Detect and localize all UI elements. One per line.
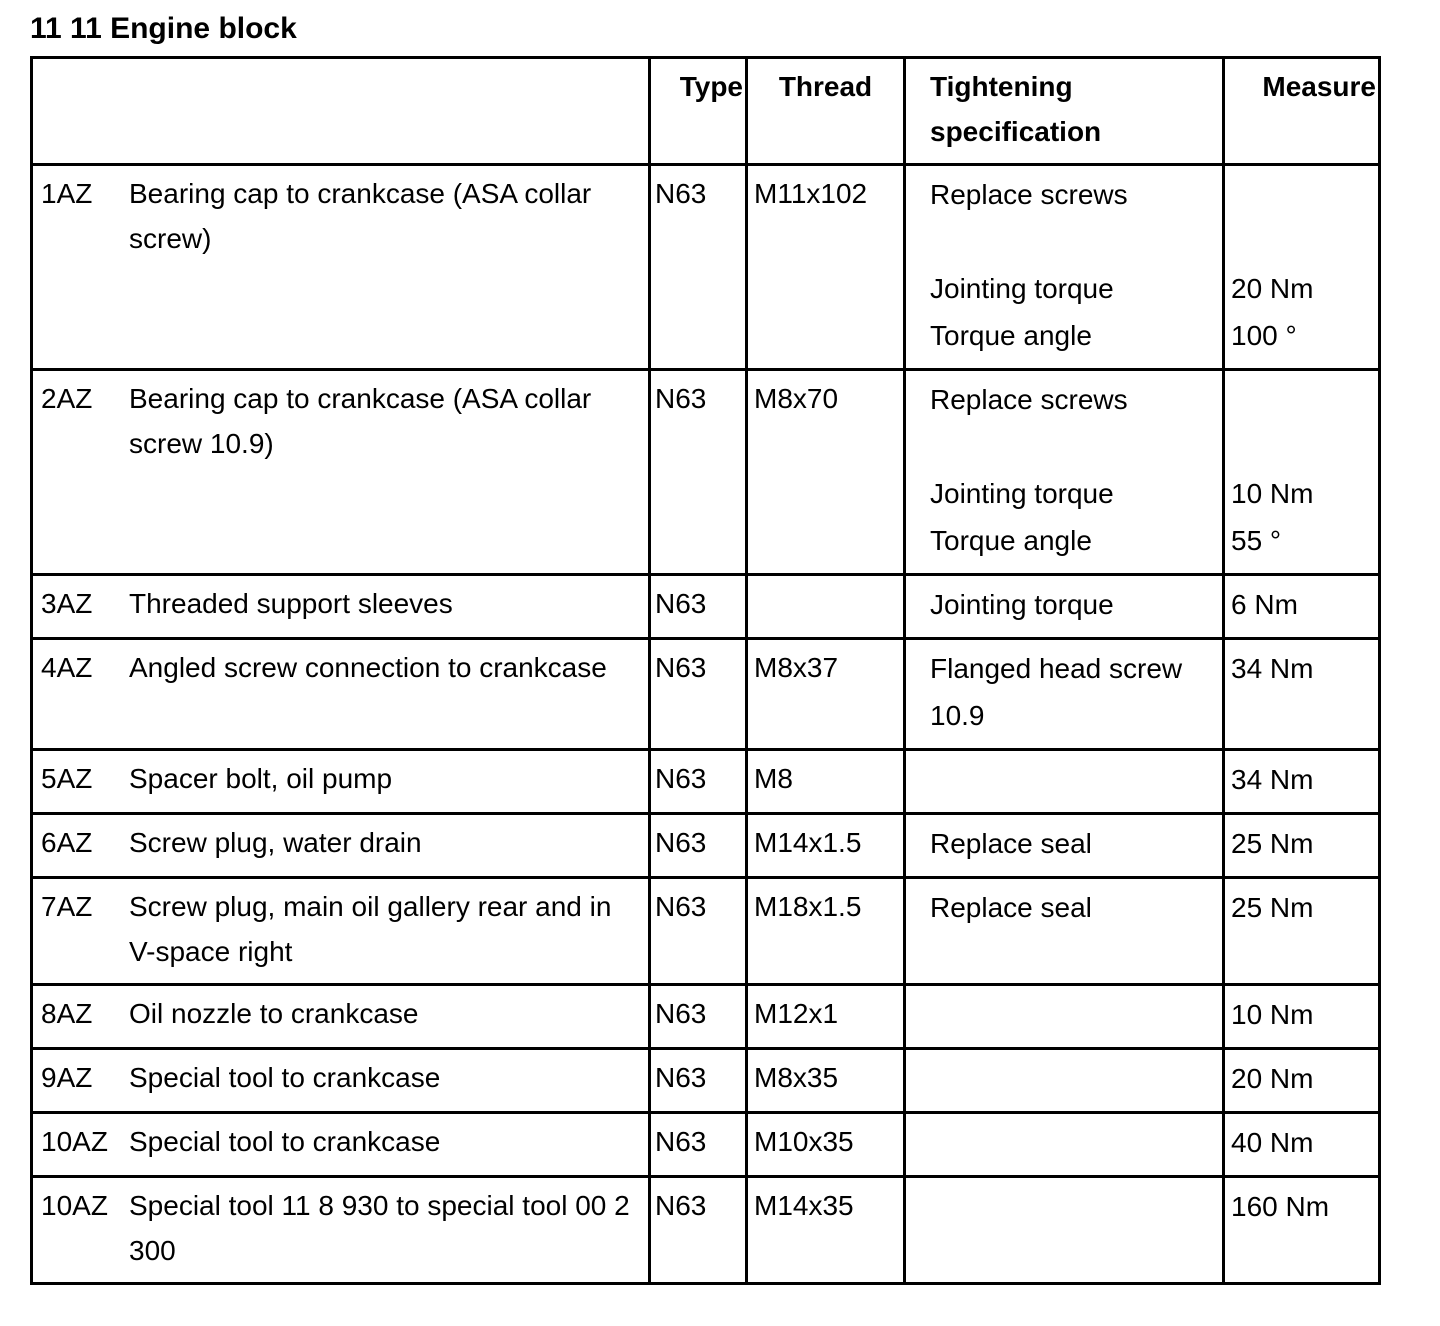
- cell-tightening-specification: [905, 575, 1224, 639]
- cell-type-text: N63: [655, 178, 707, 209]
- row-description: Special tool to crankcase: [129, 1126, 441, 1157]
- row-id: 8AZ: [41, 998, 93, 1029]
- cell-description: [32, 575, 650, 639]
- cell-measure: [1224, 639, 1380, 750]
- spec-line: [930, 1119, 1218, 1166]
- spec-line: [930, 1183, 1218, 1230]
- table-body: [32, 165, 1380, 1284]
- spec-line: Replace seal: [930, 828, 1092, 859]
- cell-description: [32, 1113, 650, 1177]
- measure-line: 160 Nm: [1231, 1191, 1330, 1222]
- cell-thread-text: M10x35: [754, 1126, 854, 1157]
- row-id: 1AZ: [41, 178, 93, 209]
- measure-line: 10 Nm: [1231, 999, 1314, 1030]
- cell-thread: [747, 1113, 905, 1177]
- cell-description: [32, 165, 650, 370]
- cell-type: [650, 639, 747, 750]
- table-row: [32, 639, 1380, 750]
- cell-type-text: N63: [655, 588, 707, 619]
- row-description: Special tool to crankcase: [129, 1062, 441, 1093]
- measure-line: [1231, 218, 1374, 265]
- row-description: Oil nozzle to crankcase: [129, 998, 419, 1029]
- row-description: Bearing cap to crankcase (ASA collar screw 10.9): [129, 383, 592, 459]
- cell-measure: [1224, 878, 1380, 985]
- cell-measure: [1224, 165, 1380, 370]
- spec-line: Torque angle: [930, 525, 1092, 556]
- page-title: 11 11 Engine block: [30, 12, 297, 45]
- cell-measure: [1224, 1177, 1380, 1284]
- row-description: Angled screw connection to crankcase: [129, 652, 607, 683]
- table-row: [32, 878, 1380, 985]
- cell-measure: [1224, 575, 1380, 639]
- cell-type-text: N63: [655, 383, 707, 414]
- cell-measure: [1224, 750, 1380, 814]
- cell-type-text: N63: [655, 891, 707, 922]
- row-description: Bearing cap to crankcase (ASA collar screw): [129, 178, 592, 254]
- cell-description: [32, 639, 650, 750]
- table-row: [32, 1113, 1380, 1177]
- spec-line: [930, 218, 1218, 265]
- cell-type-text: N63: [655, 998, 707, 1029]
- row-id: 7AZ: [41, 891, 93, 922]
- cell-type: [650, 878, 747, 985]
- spec-line: [930, 423, 1218, 470]
- cell-thread: [747, 814, 905, 878]
- cell-description: [32, 985, 650, 1049]
- table-row: [32, 370, 1380, 575]
- cell-tightening-specification: [905, 1049, 1224, 1113]
- table-row: [32, 165, 1380, 370]
- row-description: Special tool 11 8 930 to special tool 00 2 300: [129, 1190, 630, 1266]
- cell-type: [650, 985, 747, 1049]
- cell-tightening-specification: [905, 985, 1224, 1049]
- row-id: 3AZ: [41, 588, 93, 619]
- cell-tightening-specification: [905, 639, 1224, 750]
- cell-measure: [1224, 985, 1380, 1049]
- cell-thread-text: M8: [754, 763, 793, 794]
- cell-description: [32, 878, 650, 985]
- cell-tightening-specification: [905, 750, 1224, 814]
- row-description: Screw plug, main oil gallery rear and in V-space right: [129, 891, 612, 967]
- spec-line: Jointing torque: [930, 589, 1114, 620]
- cell-type: [650, 165, 747, 370]
- table-row: [32, 1049, 1380, 1113]
- cell-type-text: N63: [655, 1190, 707, 1221]
- measure-line: 6 Nm: [1231, 589, 1298, 620]
- cell-tightening-specification: [905, 878, 1224, 985]
- cell-tightening-specification: [905, 165, 1224, 370]
- cell-description: [32, 370, 650, 575]
- cell-thread: [747, 878, 905, 985]
- row-description: Threaded support sleeves: [129, 588, 453, 619]
- cell-type: [650, 370, 747, 575]
- cell-thread: [747, 1177, 905, 1284]
- cell-tightening-specification: [905, 370, 1224, 575]
- measure-line: 34 Nm: [1231, 653, 1314, 684]
- cell-type-text: N63: [655, 827, 707, 858]
- row-id: 6AZ: [41, 827, 93, 858]
- row-id: 10AZ: [41, 1190, 108, 1221]
- measure-line: 20 Nm: [1231, 1063, 1314, 1094]
- cell-type-text: N63: [655, 1062, 707, 1093]
- cell-thread-text: M18x1.5: [754, 891, 862, 922]
- table-row: [32, 985, 1380, 1049]
- header-type: Type: [650, 58, 747, 165]
- cell-type: [650, 814, 747, 878]
- cell-type: [650, 1113, 747, 1177]
- measure-line: [1231, 376, 1374, 423]
- cell-description: [32, 1177, 650, 1284]
- measure-line: 20 Nm: [1231, 273, 1314, 304]
- measure-line: 55 °: [1231, 525, 1282, 556]
- cell-thread-text: M14x1.5: [754, 827, 862, 858]
- cell-thread-text: M11x102: [754, 178, 868, 209]
- measure-line: [1231, 171, 1374, 218]
- header-description: [32, 58, 650, 165]
- table-row: [32, 575, 1380, 639]
- cell-measure: [1224, 1113, 1380, 1177]
- measure-line: 34 Nm: [1231, 764, 1314, 795]
- cell-thread-text: M8x35: [754, 1062, 839, 1093]
- engine-block-table: [30, 56, 1381, 1285]
- cell-thread: [747, 370, 905, 575]
- measure-line: 25 Nm: [1231, 828, 1314, 859]
- row-id: 10AZ: [41, 1126, 108, 1157]
- row-description: Spacer bolt, oil pump: [129, 763, 393, 794]
- table-row: [32, 814, 1380, 878]
- cell-measure: [1224, 370, 1380, 575]
- spec-line: Jointing torque: [930, 273, 1114, 304]
- cell-type-text: N63: [655, 1126, 707, 1157]
- cell-type: [650, 1049, 747, 1113]
- cell-tightening-specification: [905, 814, 1224, 878]
- spec-line: [930, 991, 1218, 1038]
- measure-line: 40 Nm: [1231, 1127, 1314, 1158]
- row-id: 9AZ: [41, 1062, 93, 1093]
- measure-line: 10 Nm: [1231, 478, 1314, 509]
- cell-thread-text: M8x37: [754, 652, 839, 683]
- spec-line: Torque angle: [930, 320, 1092, 351]
- spec-line: [930, 1055, 1218, 1102]
- measure-line: 100 °: [1231, 320, 1297, 351]
- spec-line: Replace screws: [930, 384, 1128, 415]
- cell-description: [32, 750, 650, 814]
- table-row: [32, 1177, 1380, 1284]
- cell-tightening-specification: [905, 1177, 1224, 1284]
- row-id: 5AZ: [41, 763, 93, 794]
- cell-type-text: N63: [655, 652, 707, 683]
- spec-line: Replace screws: [930, 179, 1128, 210]
- measure-line: 25 Nm: [1231, 892, 1314, 923]
- spec-line: Replace seal: [930, 892, 1092, 923]
- cell-thread-text: M14x35: [754, 1190, 854, 1221]
- cell-thread-text: M8x70: [754, 383, 839, 414]
- spec-line: Flanged head screw 10.9: [930, 653, 1183, 731]
- spec-line: [930, 756, 1218, 803]
- cell-thread: [747, 639, 905, 750]
- row-id: 2AZ: [41, 383, 93, 414]
- cell-thread: [747, 1049, 905, 1113]
- cell-thread: [747, 985, 905, 1049]
- cell-type: [650, 1177, 747, 1284]
- cell-thread: [747, 575, 905, 639]
- measure-line: [1231, 423, 1374, 470]
- cell-type: [650, 750, 747, 814]
- spec-line: Jointing torque: [930, 478, 1114, 509]
- cell-thread-text: [754, 581, 899, 626]
- cell-description: [32, 814, 650, 878]
- cell-thread: [747, 750, 905, 814]
- cell-thread: [747, 165, 905, 370]
- cell-measure: [1224, 814, 1380, 878]
- cell-thread-text: M12x1: [754, 998, 839, 1029]
- row-id: 4AZ: [41, 652, 93, 683]
- header-tightening-specification: Tightening specification: [905, 58, 1224, 165]
- table-row: [32, 750, 1380, 814]
- cell-tightening-specification: [905, 1113, 1224, 1177]
- cell-description: [32, 1049, 650, 1113]
- header-thread: Thread: [747, 58, 905, 165]
- header-measure: Measure: [1224, 58, 1380, 165]
- cell-type-text: N63: [655, 763, 707, 794]
- header-row: [32, 58, 1380, 165]
- cell-measure: [1224, 1049, 1380, 1113]
- cell-type: [650, 575, 747, 639]
- row-description: Screw plug, water drain: [129, 827, 422, 858]
